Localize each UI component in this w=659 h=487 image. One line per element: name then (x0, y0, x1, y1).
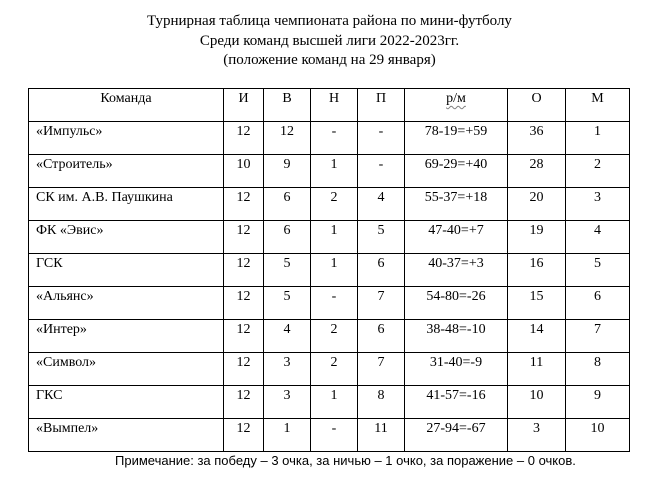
goals-cell: 31-40=-9 (405, 353, 508, 386)
games-cell: 10 (224, 155, 264, 188)
place-cell: 5 (566, 254, 630, 287)
table-row (29, 386, 630, 419)
team-cell: «Символ» (29, 353, 224, 386)
losses-cell: 11 (358, 419, 405, 452)
games-cell: 12 (224, 188, 264, 221)
place-cell: 10 (566, 419, 630, 452)
wins-cell: 5 (264, 287, 311, 320)
place-cell: 4 (566, 221, 630, 254)
team-cell: «Вымпел» (29, 419, 224, 452)
goals-cell: 41-57=-16 (405, 386, 508, 419)
goals-cell: 40-37=+3 (405, 254, 508, 287)
wins-cell: 3 (264, 353, 311, 386)
table-row (29, 353, 630, 386)
place-cell: 2 (566, 155, 630, 188)
header-draws: Н (311, 89, 358, 122)
draws-cell: 2 (311, 320, 358, 353)
standings-table (28, 88, 630, 452)
table-row (29, 221, 630, 254)
goals-cell: 27-94=-67 (405, 419, 508, 452)
games-cell: 12 (224, 122, 264, 155)
team-cell: СК им. А.В. Паушкина (29, 188, 224, 221)
losses-cell: 4 (358, 188, 405, 221)
games-cell: 12 (224, 254, 264, 287)
draws-cell: 1 (311, 221, 358, 254)
points-cell: 14 (508, 320, 566, 353)
team-cell: ФК «Эвис» (29, 221, 224, 254)
goals-cell: 47-40=+7 (405, 221, 508, 254)
points-cell: 19 (508, 221, 566, 254)
draws-cell: 2 (311, 353, 358, 386)
points-cell: 11 (508, 353, 566, 386)
draws-cell: 2 (311, 188, 358, 221)
team-cell: «Альянс» (29, 287, 224, 320)
draws-cell: - (311, 122, 358, 155)
table-row (29, 320, 630, 353)
losses-cell: - (358, 122, 405, 155)
losses-cell: 6 (358, 320, 405, 353)
goals-cell: 78-19=+59 (405, 122, 508, 155)
team-cell: «Импульс» (29, 122, 224, 155)
header-points: О (508, 89, 566, 122)
draws-cell: 1 (311, 155, 358, 188)
title-line-1: Турнирная таблица чемпионата района по мини-футболу (147, 13, 512, 29)
title-line-2: Среди команд высшей лиги 2022-2023гг. (199, 32, 460, 49)
points-cell: 16 (508, 254, 566, 287)
wins-cell: 9 (264, 155, 311, 188)
draws-cell: - (311, 287, 358, 320)
wins-cell: 1 (264, 419, 311, 452)
team-cell: ГКС (29, 386, 224, 419)
document-title (0, 12, 659, 71)
games-cell: 12 (224, 221, 264, 254)
losses-cell: 6 (358, 254, 405, 287)
scoring-footnote: Примечание: за победу – 3 очка, за ничью – 1 очко, за поражение – 0 очков. (115, 453, 576, 468)
points-cell: 10 (508, 386, 566, 419)
wins-cell: 12 (264, 122, 311, 155)
wins-cell: 6 (264, 188, 311, 221)
draws-cell: - (311, 419, 358, 452)
games-cell: 12 (224, 386, 264, 419)
losses-cell: 7 (358, 353, 405, 386)
table-row (29, 419, 630, 452)
header-team: Команда (29, 89, 224, 122)
wins-cell: 3 (264, 386, 311, 419)
team-cell: «Строитель» (29, 155, 224, 188)
header-place: М (566, 89, 630, 122)
games-cell: 12 (224, 320, 264, 353)
team-cell: ГСК (29, 254, 224, 287)
table-row (29, 254, 630, 287)
table-row (29, 287, 630, 320)
header-wins: В (264, 89, 311, 122)
table-row (29, 122, 630, 155)
draws-cell: 1 (311, 254, 358, 287)
games-cell: 12 (224, 287, 264, 320)
wins-cell: 4 (264, 320, 311, 353)
header-games: И (224, 89, 264, 122)
points-cell: 36 (508, 122, 566, 155)
place-cell: 7 (566, 320, 630, 353)
wins-cell: 5 (264, 254, 311, 287)
team-cell: «Интер» (29, 320, 224, 353)
place-cell: 9 (566, 386, 630, 419)
header-losses: П (358, 89, 405, 122)
losses-cell: - (358, 155, 405, 188)
goals-cell: 55-37=+18 (405, 188, 508, 221)
goals-cell: 54-80=-26 (405, 287, 508, 320)
place-cell: 8 (566, 353, 630, 386)
points-cell: 3 (508, 419, 566, 452)
losses-cell: 8 (358, 386, 405, 419)
table-row (29, 155, 630, 188)
points-cell: 20 (508, 188, 566, 221)
draws-cell: 1 (311, 386, 358, 419)
place-cell: 3 (566, 188, 630, 221)
table-row (29, 188, 630, 221)
points-cell: 15 (508, 287, 566, 320)
title-line-3: (положение команд на 29 января) (223, 52, 436, 68)
goals-cell: 38-48=-10 (405, 320, 508, 353)
place-cell: 1 (566, 122, 630, 155)
losses-cell: 7 (358, 287, 405, 320)
games-cell: 12 (224, 353, 264, 386)
header-goals: р/м (405, 89, 508, 122)
wins-cell: 6 (264, 221, 311, 254)
header-row (29, 89, 630, 122)
losses-cell: 5 (358, 221, 405, 254)
goals-cell: 69-29=+40 (405, 155, 508, 188)
points-cell: 28 (508, 155, 566, 188)
games-cell: 12 (224, 419, 264, 452)
place-cell: 6 (566, 287, 630, 320)
